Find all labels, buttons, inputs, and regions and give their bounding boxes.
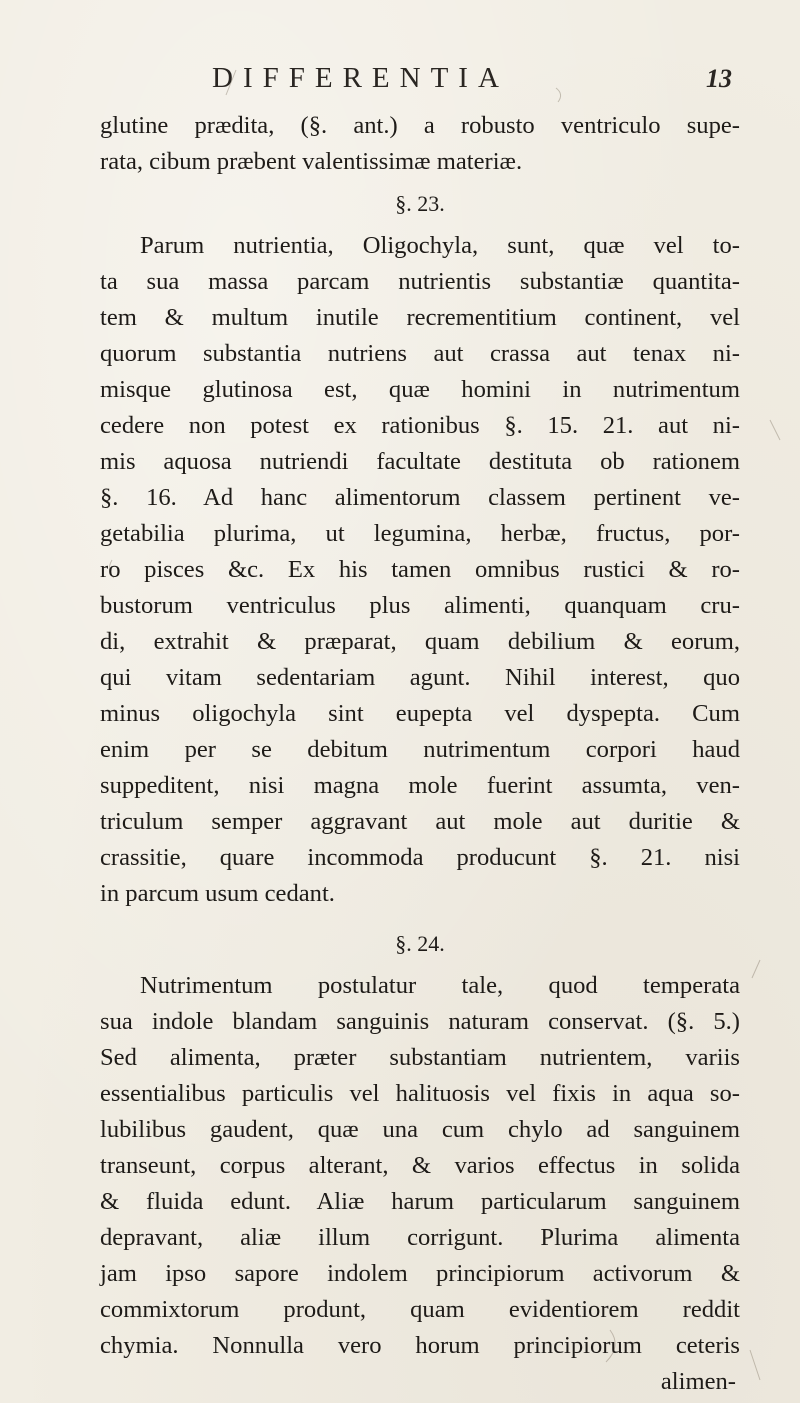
foxing-mark-5 <box>752 960 760 978</box>
foxing-mark-6 <box>750 1350 760 1380</box>
text-line: §. 16. Ad hanc alimentorum classem pertinent ve- <box>100 484 740 511</box>
text-line: cedere non potest ex rationibus §. 15. 21. aut ni- <box>100 412 740 439</box>
text-line: qui vitam sedentariam agunt. Nihil interest, quo <box>100 664 740 691</box>
running-head <box>0 62 800 102</box>
text-line: Parum nutrientia, Oligochyla, sunt, quæ vel to- <box>140 232 740 259</box>
text-line: misque glutinosa est, quæ homini in nutrimentum <box>100 376 740 403</box>
text-line: commixtorum produnt, quam evidentiorem reddit <box>100 1296 740 1323</box>
text-line: suppeditent, nisi magna mole fuerint assumta, ven- <box>100 772 740 799</box>
text-line: tem & multum inutile recrementitium continent, vel <box>100 304 740 331</box>
text-line: enim per se debitum nutrimentum corpori haud <box>100 736 740 763</box>
text-line: ro pisces &c. Ex his tamen omnibus rustici & ro- <box>100 556 740 583</box>
text-line: in parcum usum cedant. <box>100 880 335 907</box>
foxing-mark-3 <box>770 420 780 440</box>
text-line: di, extrahit & præparat, quam debilium & eorum, <box>100 628 740 655</box>
text-line: transeunt, corpus alterant, & varios effectus in solida <box>100 1152 740 1179</box>
text-line: & fluida edunt. Aliæ harum particularum sanguinem <box>100 1188 740 1215</box>
text-line: quorum substantia nutriens aut crassa aut tenax ni- <box>100 340 740 367</box>
section-heading-24: §. 24. <box>395 931 445 956</box>
text-line: lubilibus gaudent, quæ una cum chylo ad sanguinem <box>100 1116 740 1143</box>
text-line: Sed alimenta, præter substantiam nutrientem, variis <box>100 1044 740 1071</box>
text-line: triculum semper aggravant aut mole aut duritie & <box>100 808 740 835</box>
text-line: jam ipso sapore indolem principiorum activorum & <box>100 1260 740 1287</box>
text-line: Nutrimentum postulatur tale, quod temperata <box>140 972 740 999</box>
text-line: sua indole blandam sanguinis naturam conservat. (§. 5.) <box>100 1008 740 1035</box>
text-line: getabilia plurima, ut legumina, herbæ, fructus, por- <box>100 520 740 547</box>
text-line: crassitie, quare incommoda producunt §. 21. nisi <box>100 844 740 871</box>
text-line: essentialibus particulis vel halituosis vel fixis in aqua so- <box>100 1080 740 1107</box>
text-line: rata, cibum præbent valentissimæ materiæ. <box>100 148 523 175</box>
running-title: DIFFERENTIA <box>212 62 509 94</box>
catchword: alimen- <box>660 1368 736 1395</box>
text-line: chymia. Nonnulla vero horum principiorum ceteris <box>100 1332 740 1359</box>
text-line: minus oligochyla sint eupepta vel dyspepta. Cum <box>100 700 740 727</box>
text-line: bustorum ventriculus plus alimenti, quanquam cru- <box>100 592 740 619</box>
text-line: depravant, aliæ illum corrigunt. Plurima alimenta <box>100 1224 740 1251</box>
body-text <box>100 108 740 1400</box>
text-line: ta sua massa parcam nutrientis substantiæ quantita- <box>100 268 740 295</box>
page-number: 13 <box>706 64 732 93</box>
section-heading-23: §. 23. <box>395 191 445 216</box>
text-line: mis aquosa nutriendi facultate destituta ob rationem <box>100 448 740 475</box>
text-line: glutine prædita, (§. ant.) a robusto ventriculo supe- <box>100 112 740 139</box>
